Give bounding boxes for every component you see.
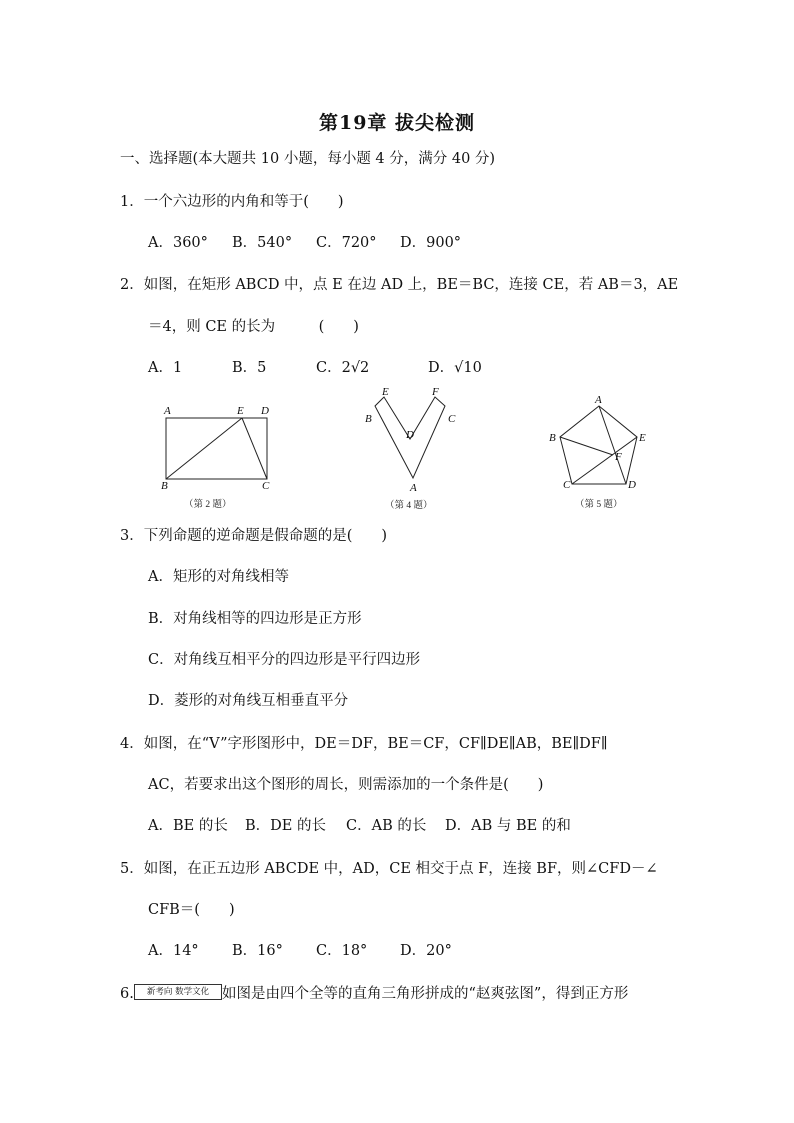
q2-stem-line2: ＝4，则 CE 的长为 ( ) <box>148 319 359 335</box>
q2-option-c: C．2√2 <box>316 360 370 376</box>
segment-bf <box>560 437 613 455</box>
label-b: B <box>161 480 168 492</box>
caption-q4: （第 4 题） <box>385 501 433 511</box>
label-e: E <box>237 405 244 417</box>
label-c: C <box>448 413 456 425</box>
label-b: B <box>549 432 556 444</box>
q4-option-d: D．AB 与 BE 的和 <box>445 818 571 834</box>
q3-option-d: D．菱形的对角线互相垂直平分 <box>148 693 349 709</box>
q5-option-b: B．16° <box>232 943 283 959</box>
topic-badge: 新考向 数学文化 <box>134 984 222 1000</box>
rectangle-abcd <box>166 418 267 479</box>
q3-option-a: A．矩形的对角线相等 <box>148 569 289 585</box>
q5-stem-line1: 5．如图，在正五边形 ABCDE 中，AD，CE 相交于点 F，连接 BF，则∠CFD－∠ <box>120 861 658 877</box>
label-e: E <box>639 432 646 444</box>
label-f: F <box>615 451 622 463</box>
q4-option-c: C．AB 的长 <box>346 818 427 834</box>
label-d: D <box>406 429 414 441</box>
q6-number: 6. <box>120 986 134 1002</box>
q4-option-b: B．DE 的长 <box>245 818 326 834</box>
figure-q2 <box>150 400 290 519</box>
q1-option-d: D．900° <box>400 235 462 251</box>
q5-option-d: D．20° <box>400 943 452 959</box>
q1-stem: 1．一个六边形的内角和等于( ) <box>120 194 344 210</box>
q1-option-a: A．360° <box>148 235 208 251</box>
figure-q5 <box>545 393 660 519</box>
q2-stem-line1: 2．如图，在矩形 ABCD 中，点 E 在边 AD 上，BE＝BC，连接 CE，若 AB＝3，AE <box>120 277 679 293</box>
label-c: C <box>563 479 571 491</box>
q2-option-d: D．√10 <box>428 360 482 376</box>
section-heading: 一、选择题(本大题共 10 小题，每小题 4 分，满分 40 分) <box>120 151 496 167</box>
label-a: A <box>410 482 417 494</box>
q3-option-b: B．对角线相等的四边形是正方形 <box>148 611 362 627</box>
label-a: A <box>595 394 602 406</box>
label-c: C <box>262 480 270 492</box>
page-title: 第19章 拔尖检测 <box>318 112 476 134</box>
q5-option-c: C．18° <box>316 943 368 959</box>
q5-stem-line2: CFB＝( ) <box>148 902 235 918</box>
label-d: D <box>261 405 269 417</box>
label-a: A <box>164 405 171 417</box>
segment-ce <box>242 418 267 479</box>
label-d: D <box>628 479 636 491</box>
q2-option-b: B．5 <box>232 360 267 376</box>
label-b: B <box>365 413 372 425</box>
q2-option-a: A．1 <box>148 360 183 376</box>
q3-stem: 3．下列命题的逆命题是假命题的是( ) <box>120 528 388 544</box>
label-e: E <box>382 386 389 398</box>
q1-option-b: B．540° <box>232 235 293 251</box>
q4-stem-line1: 4．如图，在“V”字形图形中，DE＝DF，BE＝CF，CF∥DE∥AB，BE∥DF∥ <box>120 736 608 752</box>
q6-stem: 如图是由四个全等的直角三角形拼成的“赵爽弦图”，得到正方形 <box>222 986 629 1002</box>
segment-be <box>166 418 242 479</box>
caption-q5: （第 5 题） <box>575 500 623 510</box>
q4-option-a: A．BE 的长 <box>148 818 228 834</box>
q3-option-c: C．对角线互相平分的四边形是平行四边形 <box>148 652 421 668</box>
q4-stem-line2: AC，若要求出这个图形的周长，则需添加的一个条件是( ) <box>148 777 544 793</box>
q1-option-c: C．720° <box>316 235 377 251</box>
figure-q4 <box>355 384 475 519</box>
q5-option-a: A．14° <box>148 943 199 959</box>
caption-q2: （第 2 题） <box>184 500 232 510</box>
label-f: F <box>432 386 439 398</box>
segment-ad <box>599 406 626 484</box>
